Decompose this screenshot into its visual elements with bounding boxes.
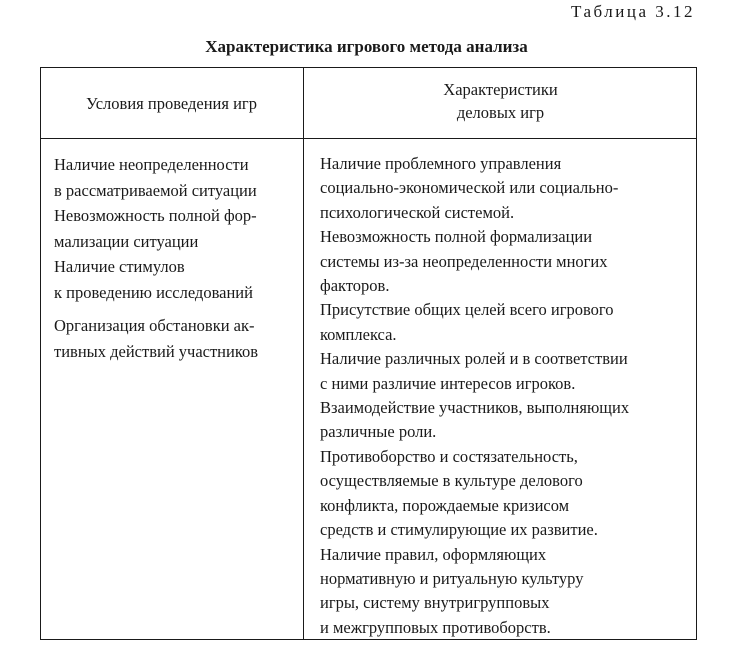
characteristic-item: Противоборство и состязательность, осуществляемые в культуре делового конфликта, порождаемые кризисом средств и стимулирующие их развитие. [320,446,598,540]
condition-item: Наличие стимулов к проведению исследований [54,257,253,302]
characteristics-column [320,152,692,640]
characteristic-item: Присутствие общих целей всего игрового комплекса. [320,300,614,344]
header-conditions: Условия проведения игр [86,94,257,113]
header-divider [40,138,697,139]
characteristic-item: Наличие проблемного управления социально-экономической или социально- психологической системой. [320,154,619,222]
header-characteristics-line2: деловых игр [456,103,545,122]
characteristic-item: Наличие различных ролей и в соответствии с ними различие интересов игроков. [320,349,628,393]
condition-item: Наличие неопределенности в рассматриваемой ситуации [54,155,257,200]
characteristic-item: Невозможность полной формализации системы из-за неопределенности многих факторов. [320,227,608,296]
column-divider [303,67,304,640]
condition-item: Организация обстановки ак- тивных действий участников [54,316,259,361]
characteristic-item: Наличие правил, оформляющих нормативную и ритуальную культуру игры, систему внутригрупповых и межгрупповых противоборств. [320,544,584,637]
conditions-column [54,152,298,364]
header-characteristics [304,78,697,124]
condition-item: Невозможность полной фор- мализации ситуации [54,206,257,251]
table-title: Характеристика игрового метода анализа [205,37,528,56]
table-number: Таблица 3.12 [571,2,695,21]
header-characteristics-line1: Характеристики [443,80,558,99]
characteristic-item: Взаимодействие участников, выполняющих различные роли. [320,398,630,442]
